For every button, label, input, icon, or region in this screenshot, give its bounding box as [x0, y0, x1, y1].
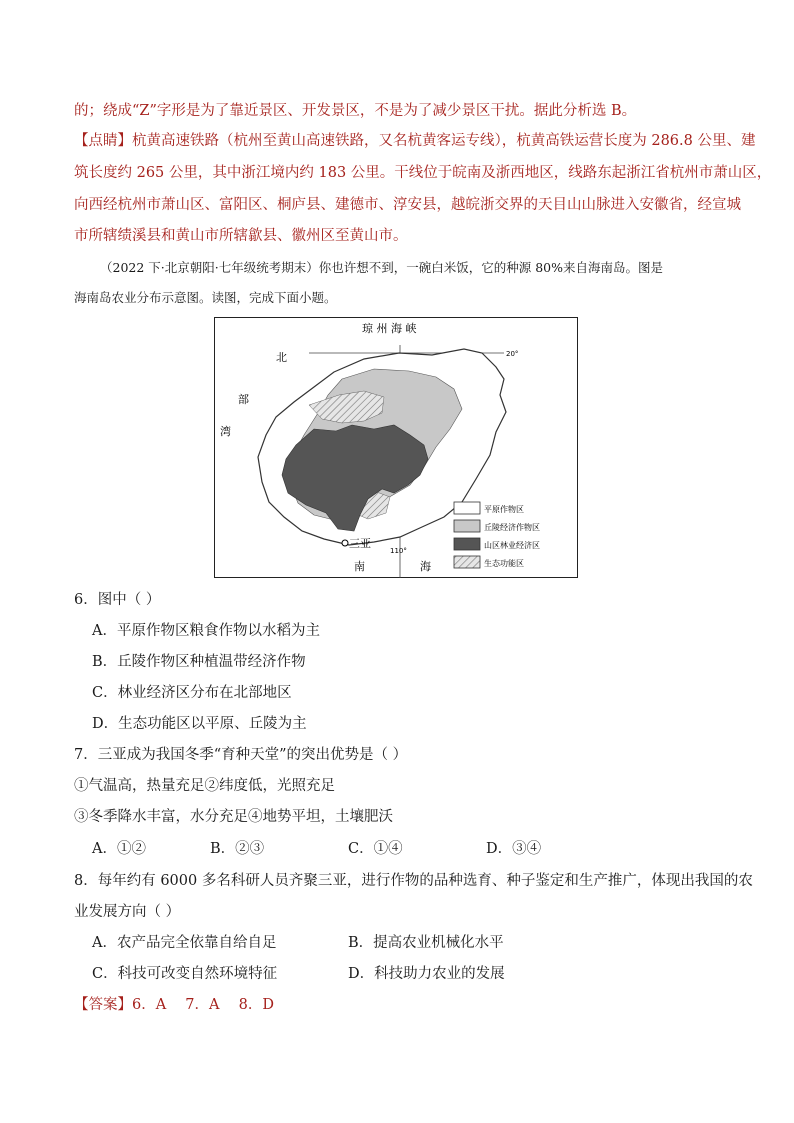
- q7-option-c[interactable]: C．①④: [348, 841, 403, 857]
- note-paragraph-line: [74, 131, 755, 151]
- note-text: 市所辖绩溪县和黄山市所辖歙县、徽州区至黄山市。: [74, 228, 408, 244]
- q7-option-b[interactable]: B．②③: [210, 841, 265, 857]
- answer-text: 6．A 7．A 8．D: [132, 997, 274, 1013]
- q8-option-a[interactable]: A．农产品完全依靠自给自足: [92, 935, 277, 951]
- note-text: 杭黄高速铁路（杭州至黄山高速铁路，又名杭黄客运专线），杭黄高铁运营长度为 286.8 公里、建: [132, 133, 756, 149]
- q6-option-d[interactable]: D．生态功能区以平原、丘陵为主: [92, 716, 307, 732]
- q7-statements: ①气温高，热量充足②纬度低，光照充足: [74, 778, 335, 794]
- sea-label: 南: [354, 560, 365, 573]
- legend-swatch-mountain: [454, 538, 480, 550]
- q8-option-b[interactable]: B．提高农业机械化水平: [348, 935, 504, 951]
- longitude-label: 110°: [390, 547, 407, 555]
- question-8-stem: 8．每年约有 6000 多名科研人员齐聚三亚，进行作物的品种选育、种子鉴定和生产推广，体现出我国的农: [74, 873, 753, 889]
- north-label: 湾: [220, 425, 231, 438]
- q6-option-a[interactable]: A．平原作物区粮食作物以水稻为主: [92, 623, 320, 639]
- question-6-stem: 6．图中（ ）: [74, 592, 161, 608]
- strait-label: 琼 州 海 峡: [362, 322, 417, 335]
- q6-option-b[interactable]: B．丘陵作物区种植温带经济作物: [92, 654, 306, 670]
- q8-option-c[interactable]: C．科技可改变自然环境特征: [92, 966, 278, 982]
- q7-option-a[interactable]: A．①②: [92, 841, 146, 857]
- analysis-line: 的；绕成“Z”字形是为了靠近景区、开发景区，不是为了减少景区干扰。据此分析选 B。: [74, 103, 637, 119]
- legend-label: 平原作物区: [484, 505, 524, 514]
- answer-tag: 【答案】: [74, 997, 132, 1013]
- legend-swatch-eco: [454, 556, 480, 568]
- legend-label: 生态功能区: [484, 559, 524, 568]
- note-text: 筑长度约 265 公里，其中浙江境内约 183 公里。干线位于皖南及浙西地区，线路东起浙江省杭州市萧山区，: [74, 165, 772, 181]
- north-label: 部: [238, 393, 249, 406]
- q7-statements: ③冬季降水丰富，水分充足④地势平坦，土壤肥沃: [74, 809, 393, 825]
- legend-swatch-hill: [454, 520, 480, 532]
- sanya-marker: [342, 540, 348, 546]
- city-label: 三亚: [349, 537, 371, 550]
- q8-option-d[interactable]: D．科技助力农业的发展: [348, 966, 505, 982]
- north-label: 北: [276, 351, 287, 364]
- intro-text: 海南岛农业分布示意图。读图，完成下面小题。: [74, 290, 337, 305]
- legend-label: 山区林业经济区: [484, 541, 540, 550]
- q6-option-c[interactable]: C．林业经济区分布在北部地区: [92, 685, 292, 701]
- legend-swatch-plain: [454, 502, 480, 514]
- note-tag: 【点睛】: [74, 133, 132, 149]
- question-8-stem: 业发展方向（ ）: [74, 904, 181, 920]
- q7-option-d[interactable]: D．③④: [486, 841, 542, 857]
- note-text: 向西经杭州市萧山区、富阳区、桐庐县、建德市、淳安县，越皖浙交界的天目山山脉进入安徽省，经宣城: [74, 197, 741, 213]
- question-7-stem: 7．三亚成为我国冬季“育种天堂”的突出优势是（ ）: [74, 747, 408, 763]
- answer-line: [74, 995, 274, 1015]
- sea-label: 海: [420, 560, 431, 573]
- latitude-label: 20°: [506, 350, 519, 358]
- hainan-agriculture-map: [214, 317, 578, 578]
- legend-label: 丘陵经济作物区: [484, 523, 540, 532]
- intro-text: （2022 下·北京朝阳·七年级统考期末）你也许想不到，一碗白米饭，它的种源 80%来自海南岛。图是: [100, 260, 663, 275]
